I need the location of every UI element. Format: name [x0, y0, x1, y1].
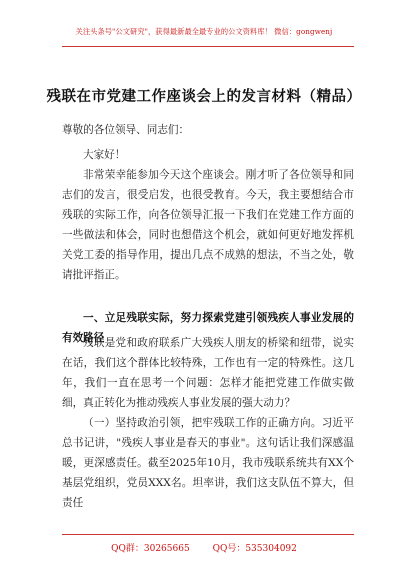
- greeting: 大家好！: [83, 149, 126, 161]
- qq-group-text: QQ群：30265665: [111, 544, 190, 554]
- paragraph-subsection: （一）坚持政治引领，把牢残联工作的正确方向。习近平总书记讲，"残疾人事业是春天的事业"。这句话让我们深感温暖，更深感责任。截至2025年10月，我市残联系统共有XX个基层党组织，党员XXX名。坦率讲，我们这支队伍不算大，但责任: [62, 417, 354, 509]
- document-title: 残联在市党建工作座谈会上的发言材料（精品）: [46, 88, 362, 105]
- footer-contact: [0, 541, 408, 554]
- paragraph-body: 残联是党和政府联系广大残疾人朋友的桥梁和纽带，说实在话，我们这个群体比较特殊，工作也有一定的特殊性。这几年，我们一直在思考一个问题：怎样才能把党建工作做实做细，真正转化为推动残疾人事业发展的强大动力？: [62, 337, 354, 409]
- header-divider: [62, 46, 354, 47]
- salutation: 尊敬的各位领导、同志们：: [62, 124, 190, 136]
- qq-number-text: QQ号：535304092: [212, 544, 297, 554]
- footer-divider: [62, 534, 354, 535]
- paragraph-intro: 非常荣幸能参加今天这个座谈会。刚才听了各位领导和同志们的发言，很受启发，也很受教育。今天，我主要想结合市残联的实际工作，向各位领导汇报一下我们在党建工作方面的一些做法和体会，同时也想借这个机会，就如何更好地发挥机关党工委的指导作用，提出几点不成熟的想法，不当之处，敬请批评指正。: [62, 169, 354, 281]
- header-banner: 关注头条号"公文研究"，获得最新最全最专业的公文资料库！ 微信：gongwenj: [75, 27, 333, 36]
- section-heading: 一、立足残联实际，努力探索党建引领残疾人事业发展的有效路径: [62, 312, 354, 344]
